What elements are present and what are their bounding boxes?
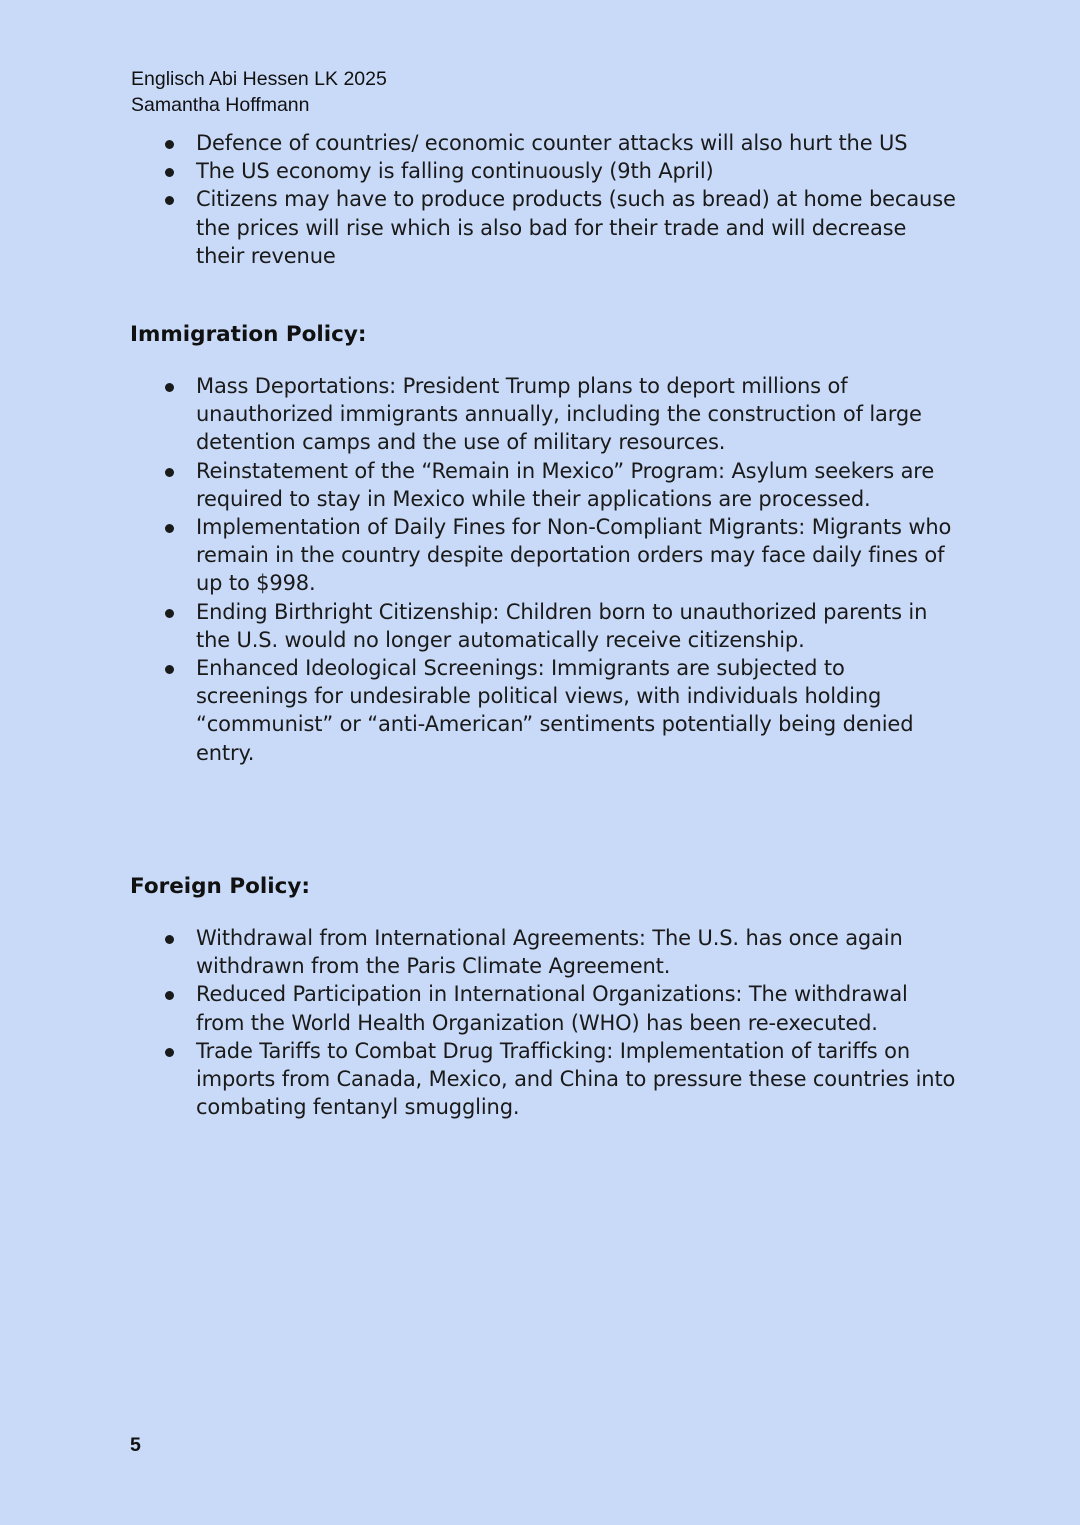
- document-header: [131, 66, 387, 118]
- list-item-text: Defence of countries/ economic counter attacks will also hurt the US: [196, 131, 908, 155]
- list-item: [196, 924, 956, 980]
- list-item-text: Reinstatement of the “Remain in Mexico” Program: Asylum seekers are required to stay in Mexico while their applications are processed.: [196, 458, 935, 511]
- bullet-icon: [165, 168, 174, 177]
- list-item-text: Ending Birthright Citizenship: Children born to unauthorized parents in the U.S. would no longer automatically receive citizenship.: [196, 599, 928, 652]
- list-item: [196, 457, 956, 513]
- foreign-policy-heading: Foreign Policy:: [130, 874, 310, 899]
- list-item-text: Citizens may have to produce products (such as bread) at home because the prices will rise which is also bad for their trade and will decrease their revenue: [196, 187, 956, 268]
- bullet-icon: [165, 991, 174, 1000]
- list-item: [196, 372, 956, 457]
- bullet-icon: [165, 609, 174, 618]
- list-item-text: Implementation of Daily Fines for Non-Compliant Migrants: Migrants who remain in the country despite deportation orders may face daily fines of up to $998.: [196, 515, 952, 596]
- bullet-icon: [165, 524, 174, 533]
- immigration-policy-heading: Immigration Policy:: [130, 322, 367, 347]
- header-author: Samantha Hoffmann: [131, 94, 310, 116]
- page-number: 5: [130, 1434, 141, 1456]
- bullet-icon: [165, 140, 174, 149]
- list-item-text: Reduced Participation in International Organizations: The withdrawal from the World Health Organization (WHO) has been re-executed.: [196, 982, 908, 1035]
- bullet-icon: [165, 665, 174, 674]
- bullet-icon: [165, 196, 174, 205]
- list-item-text: Trade Tariffs to Combat Drug Trafficking: Implementation of tariffs on imports from Canada, Mexico, and China to pressure these countries into combating fentanyl smuggling.: [196, 1038, 956, 1120]
- list-item: [196, 129, 956, 157]
- bullet-icon: [165, 935, 174, 944]
- list-item: [196, 1037, 956, 1122]
- bullet-icon: [165, 468, 174, 477]
- list-item: [196, 980, 956, 1036]
- intro-bullet-list: [196, 129, 956, 270]
- list-item: [196, 513, 956, 598]
- header-course-title: Englisch Abi Hessen LK 2025: [131, 68, 387, 90]
- list-item: [196, 598, 956, 654]
- list-item: [196, 654, 956, 767]
- list-item-text: Enhanced Ideological Screenings: Immigrants are subjected to screenings for undesirable political views, with individuals holding “communist” or “anti-American” sentiments potentially being denied entry.: [196, 656, 914, 765]
- list-item: [196, 157, 956, 185]
- foreign-bullet-list: [196, 924, 956, 1121]
- bullet-icon: [165, 383, 174, 392]
- bullet-icon: [165, 1048, 174, 1057]
- list-item: [196, 185, 956, 270]
- list-item-text: Mass Deportations: President Trump plans to deport millions of unauthorized immigrants annually, including the construction of large detention camps and the use of military resources.: [196, 374, 922, 455]
- list-item-text: The US economy is falling continuously (9th April): [196, 159, 714, 184]
- list-item-text: Withdrawal from International Agreements: The U.S. has once again withdrawn from the Paris Climate Agreement.: [196, 926, 903, 979]
- immigration-bullet-list: [196, 372, 956, 767]
